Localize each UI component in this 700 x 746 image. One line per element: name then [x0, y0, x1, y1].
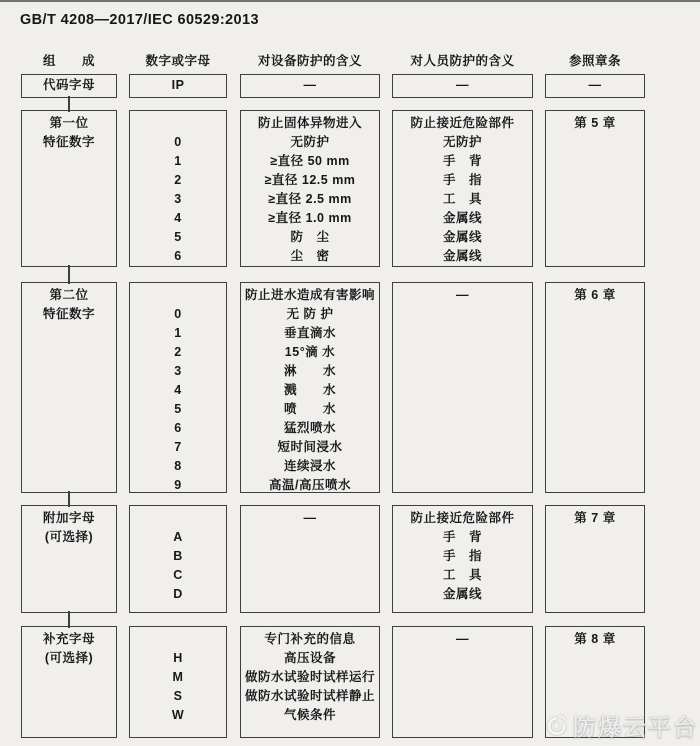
first-digit-codes-box	[129, 110, 227, 267]
first-digit-personnel-box-line-3: 手 指	[442, 173, 482, 187]
second-digit-equipment-box-line-7: 猛烈喷水	[283, 421, 336, 435]
first-digit-personnel-box	[392, 110, 533, 267]
second-digit-equipment-box-line-8: 短时间浸水	[277, 440, 343, 454]
supplementary-letter-codes-box	[129, 626, 227, 738]
additional-letter-equipment-box-line-0: —	[303, 511, 317, 525]
standard-number-title: GB/T 4208—2017/IEC 60529:2013	[20, 12, 259, 28]
supplementary-letter-reference-box: 第 8 章	[545, 626, 645, 738]
second-digit-reference-box: 第 6 章	[545, 282, 645, 493]
supplementary-letter-equipment-box-line-3: 做防水试验时试样静止	[244, 689, 375, 703]
supplementary-letter-component-box-line-1: (可选择)	[44, 651, 94, 665]
second-digit-codes-box-line-9: 9	[174, 478, 182, 492]
second-digit-equipment-box-line-2: 垂直滴水	[283, 326, 336, 340]
supplementary-letter-codes-box-line-0: H	[173, 651, 183, 665]
second-digit-codes-box-line-4: 4	[174, 383, 182, 397]
column-header-equipment-meaning: 对设备防护的含义	[257, 54, 362, 68]
second-digit-codes-box-line-5: 5	[174, 402, 182, 416]
second-digit-equipment-box-line-4: 淋 水	[283, 364, 336, 378]
second-digit-codes-box-line-8: 8	[174, 459, 182, 473]
second-digit-equipment-box-line-1: 无 防 护	[286, 307, 334, 321]
second-digit-component-box-line-1: 特征数字	[42, 307, 95, 321]
first-digit-codes-box-line-2: 2	[174, 173, 182, 187]
additional-letter-personnel-box-line-3: 工 具	[442, 568, 482, 582]
first-digit-codes-box-line-4: 4	[174, 211, 182, 225]
first-digit-personnel-box-line-4: 工 具	[442, 192, 482, 206]
first-digit-codes-box-line-6: 6	[174, 249, 182, 263]
first-digit-component-box-line-1: 特征数字	[42, 135, 95, 149]
column-header-code: 数字或字母	[145, 54, 211, 68]
first-digit-codes-box-line-0: 0	[174, 135, 182, 149]
second-digit-codes-box-line-2: 2	[174, 345, 182, 359]
code-letter-value-box: IP	[129, 74, 227, 98]
additional-letter-personnel-box-line-4: 金属线	[442, 587, 482, 601]
second-digit-equipment-box-line-6: 喷 水	[283, 402, 336, 416]
second-digit-codes-box	[129, 282, 227, 493]
first-digit-equipment-box-line-5: ≥直径 1.0 mm	[268, 211, 352, 225]
first-digit-personnel-box-line-6: 金属线	[442, 230, 482, 244]
first-digit-personnel-box-line-1: 无防护	[442, 135, 482, 149]
first-digit-personnel-box-line-7: 金属线	[442, 249, 482, 263]
second-digit-equipment-box-line-0: 防止进水造成有害影响	[244, 288, 375, 302]
additional-letter-codes-box-line-3: D	[173, 587, 183, 601]
first-digit-codes-box-line-1: 1	[174, 154, 182, 168]
supplementary-letter-equipment-box-line-0: 专门补充的信息	[264, 632, 356, 646]
second-digit-equipment-box-line-9: 连续浸水	[283, 459, 336, 473]
code-letter-label-box: 代码字母	[21, 74, 117, 98]
additional-letter-personnel-box	[392, 505, 533, 613]
supplementary-letter-component-box-line-0: 补充字母	[42, 632, 95, 646]
first-digit-equipment-box-line-1: 无防护	[290, 135, 330, 149]
first-digit-component-box	[21, 110, 117, 267]
second-digit-codes-box-line-1: 1	[174, 326, 182, 340]
additional-letter-component-box-line-0: 附加字母	[42, 511, 95, 525]
supplementary-letter-personnel-box	[392, 626, 533, 738]
first-digit-equipment-box-line-6: 防 尘	[290, 230, 330, 244]
code-letter-personnel-box: —	[392, 74, 533, 98]
first-digit-codes-box-line-3: 3	[174, 192, 182, 206]
first-digit-equipment-box-line-0: 防止固体异物进入	[257, 116, 362, 130]
additional-letter-personnel-box-line-1: 手 背	[442, 530, 482, 544]
second-digit-component-box	[21, 282, 117, 493]
supplementary-letter-equipment-box	[240, 626, 380, 738]
first-digit-equipment-box	[240, 110, 380, 267]
additional-letter-equipment-box	[240, 505, 380, 613]
first-digit-personnel-box-line-5: 金属线	[442, 211, 482, 225]
column-header-reference: 参照章条	[568, 54, 621, 68]
first-digit-codes-box-line-5: 5	[174, 230, 182, 244]
code-letter-equipment-box: —	[240, 74, 380, 98]
additional-letter-codes-box-line-2: C	[173, 568, 183, 582]
additional-letter-codes-box-line-1: B	[173, 549, 183, 563]
first-digit-reference-box: 第 5 章	[545, 110, 645, 267]
second-digit-equipment-box-line-10: 高温/高压喷水	[269, 478, 351, 492]
additional-letter-component-box	[21, 505, 117, 613]
second-digit-codes-box-line-7: 7	[174, 440, 182, 454]
second-digit-component-box-line-0: 第二位	[49, 288, 89, 302]
code-letter-reference-box: —	[545, 74, 645, 98]
supplementary-letter-equipment-box-line-1: 高压设备	[283, 651, 336, 665]
second-digit-codes-box-line-3: 3	[174, 364, 182, 378]
first-digit-personnel-box-line-0: 防止接近危险部件	[410, 116, 515, 130]
first-digit-component-box-line-0: 第一位	[49, 116, 89, 130]
second-digit-personnel-box-line-0: —	[456, 288, 469, 302]
second-digit-equipment-box	[240, 282, 380, 493]
first-digit-equipment-box-line-7: 尘 密	[290, 249, 330, 263]
additional-letter-component-box-line-1: (可选择)	[44, 530, 94, 544]
second-digit-codes-box-line-6: 6	[174, 421, 182, 435]
second-digit-equipment-box-line-5: 溅 水	[283, 383, 336, 397]
first-digit-equipment-box-line-2: ≥直径 50 mm	[270, 154, 350, 168]
supplementary-letter-equipment-box-line-4: 气候条件	[283, 708, 336, 722]
supplementary-letter-equipment-box-line-2: 做防水试验时试样运行	[244, 670, 375, 684]
watermark-label: 防爆云平台	[573, 714, 698, 740]
supplementary-letter-codes-box-line-1: M	[172, 670, 184, 684]
additional-letter-codes-box	[129, 505, 227, 613]
supplementary-letter-personnel-box-line-0: —	[456, 632, 469, 646]
second-digit-personnel-box	[392, 282, 533, 493]
additional-letter-codes-box-line-0: A	[173, 530, 183, 544]
additional-letter-reference-box: 第 7 章	[545, 505, 645, 613]
supplementary-letter-component-box	[21, 626, 117, 738]
supplementary-letter-codes-box-line-2: S	[173, 689, 183, 703]
first-digit-equipment-box-line-3: ≥直径 12.5 mm	[264, 173, 356, 187]
column-header-composition: 组 成	[42, 54, 95, 68]
supplementary-letter-codes-box-line-3: W	[171, 708, 185, 722]
first-digit-equipment-box-line-4: ≥直径 2.5 mm	[268, 192, 352, 206]
second-digit-codes-box-line-0: 0	[174, 307, 182, 321]
first-digit-personnel-box-line-2: 手 背	[442, 154, 482, 168]
column-header-personnel-meaning: 对人员防护的含义	[410, 54, 515, 68]
second-digit-equipment-box-line-3: 15°滴 水	[284, 345, 336, 359]
additional-letter-personnel-box-line-0: 防止接近危险部件	[410, 511, 515, 525]
additional-letter-personnel-box-line-2: 手 指	[442, 549, 482, 563]
